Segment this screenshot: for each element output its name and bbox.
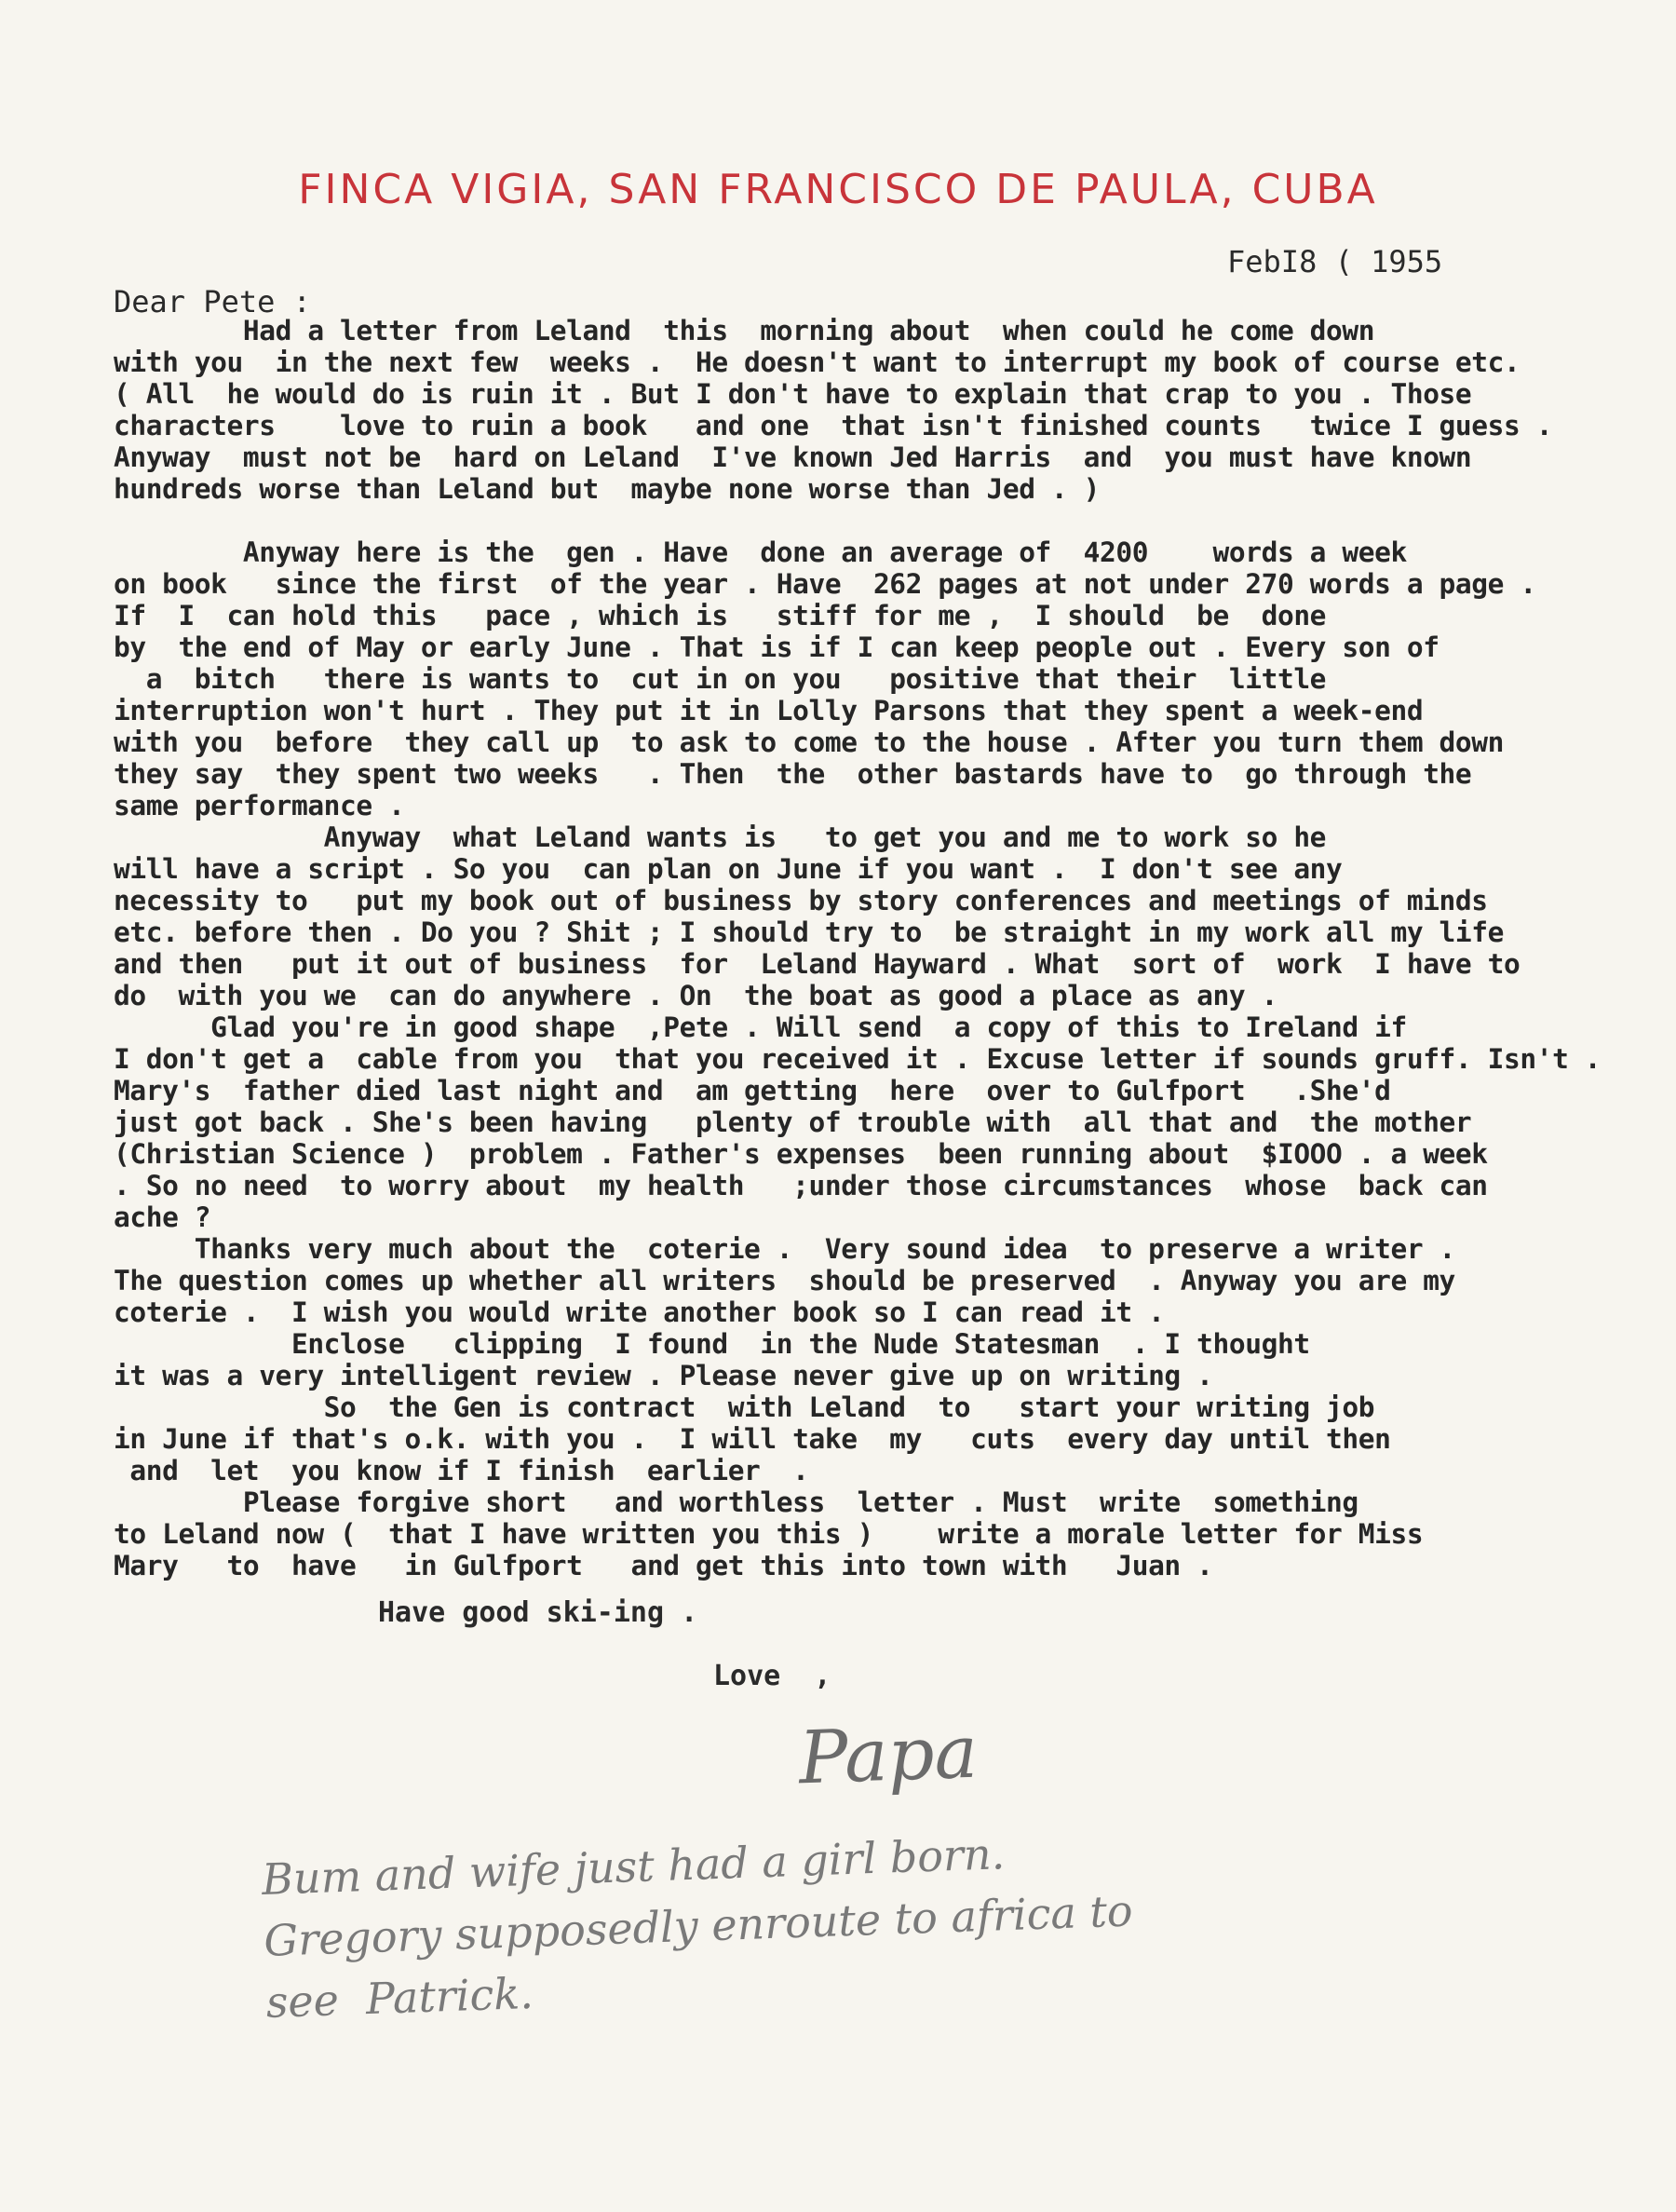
letter-line: in June if that's o.k. with you . I will take my cuts every day until then [114,1423,1391,1455]
letter-line: it was a very intelligent review . Please never give up on writing . [114,1360,1213,1391]
letter-line: Anyway here is the gen . Have done an average of 4200 words a week [114,536,1407,568]
letter-line: by the end of May or early June . That is if I can keep people out . Every son of [114,631,1439,663]
letter-line: they say they spent two weeks . Then the other bastards have to go through the [114,758,1472,790]
postscript-line: Bum and wife just had a girl born. [261,1828,1006,1905]
letter-line: same performance . [114,790,405,821]
letter-line: with you before they call up to ask to come to the house . After you turn them down [114,726,1505,758]
letter-line: with you in the next few weeks . He doesn't want to interrupt my book of course etc. [114,346,1521,378]
letter-line: characters love to ruin a book and one that isn't finished counts twice I guess . [114,410,1553,441]
letter-line: So the Gen is contract with Leland to start your writing job [114,1391,1375,1423]
postscript-line: see Patrick. [264,1967,534,2028]
closing-line: Have good ski-ing . [378,1596,698,1629]
letter-line: necessity to put my book out of business by story conferences and meetings of minds [114,885,1488,916]
closing-love: Love , [713,1660,831,1692]
letter-line: and let you know if I finish earlier . [114,1455,809,1486]
salutation: Dear Pete : [114,284,311,319]
letter-line: coterie . I wish you would write another book so I can read it . [114,1296,1165,1328]
letter-date: FebI8 ( 1955 [1227,244,1443,279]
letter-line: on book since the first of the year . Have 262 pages at not under 270 words a page . [114,568,1536,600]
letter-line: etc. before then . Do you ? Shit ; I should try to be straight in my work all my life [114,916,1505,948]
letter-line: do with you we can do anywhere . On the boat as good a place as any . [114,980,1277,1011]
letter-line: I don't get a cable from you that you received it . Excuse letter if sounds gruff. Isn't . [114,1043,1602,1075]
letter-line: to Leland now ( that I have written you this ) write a morale letter for Miss [114,1518,1424,1550]
letter-line [114,505,1566,536]
letter-line: (Christian Science ) problem . Father's expenses been running about $IOOO . a week [114,1138,1488,1170]
letter-line: Anyway what Leland wants is to get you and me to work so he [114,821,1327,853]
letter-line: and then put it out of business for Leland Hayward . What sort of work I have to [114,948,1521,980]
letter-line: interruption won't hurt . They put it in Lolly Parsons that they spent a week-end [114,695,1424,726]
letter-line: ( All he would do is ruin it . But I don't have to explain that crap to you . Those [114,378,1472,410]
letter-line: a bitch there is wants to cut in on you positive that their little [114,663,1327,695]
letter-line: The question comes up whether all writers should be preserved . Anyway you are my [114,1265,1455,1296]
letter-line: Mary's father died last night and am getting here over to Gulfport .She'd [114,1075,1391,1106]
handwritten-postscript [261,1807,1477,2033]
postscript-line: Gregory supposedly enroute to africa to [263,1885,1134,1966]
letter-line: will have a script . So you can plan on June if you want . I don't see any [114,853,1343,885]
letter-line: Enclose clipping I found in the Nude Statesman . I thought [114,1328,1310,1360]
letter-line: . So no need to worry about my health ;under those circumstances whose back can [114,1170,1488,1201]
letter-line: If I can hold this pace , which is stiff for me , I should be done [114,600,1327,631]
letter-body [114,315,1602,1581]
letter-line: ache ? [114,1201,211,1233]
letter-line: Anyway must not be hard on Leland I've known Jed Harris and you must have known [114,441,1472,473]
letter-line: Please forgive short and worthless letter . Must write something [114,1486,1358,1518]
letterhead: FINCA VIGIA, SAN FRANCISCO DE PAULA, CUBA [298,166,1378,213]
letter-line: Mary to have in Gulfport and get this into town with Juan . [114,1550,1213,1581]
handwritten-signature: Papa [797,1710,980,1801]
letter-line: Thanks very much about the coterie . Very sound idea to preserve a writer . [114,1233,1455,1265]
letter-line: Had a letter from Leland this morning about when could he come down [114,315,1375,346]
letter-line: hundreds worse than Leland but maybe none worse than Jed . ) [114,473,1100,505]
letter-line: just got back . She's been having plenty of trouble with all that and the mother [114,1106,1472,1138]
letter-line: Glad you're in good shape ,Pete . Will send a copy of this to Ireland if [114,1011,1407,1043]
